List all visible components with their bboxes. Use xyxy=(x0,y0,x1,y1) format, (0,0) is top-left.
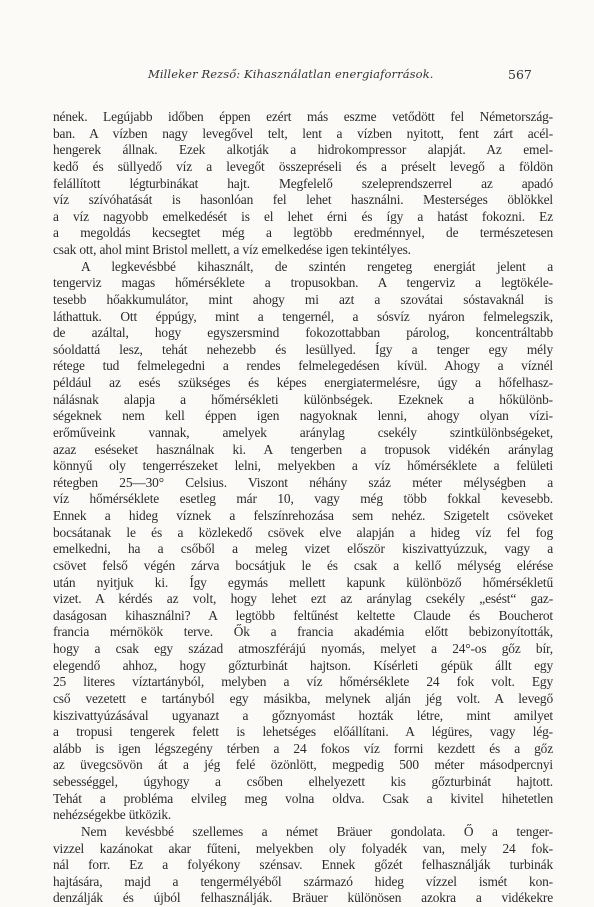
text-line: vizzel kazánokat akar fűteni, melyekben oly folyadék van, mely 24 fok- xyxy=(53,840,553,856)
running-head xyxy=(0,67,594,83)
text-line: a tropusi tengerek felett is lehetséges előállítani. A légüres, vagy lég- xyxy=(53,724,553,740)
text-line: az üvegcsövön át a jég felé özönlött, megpedig 500 méter másodpercnyi xyxy=(53,757,553,773)
text-line: azaz eséseket használnak ki. A tengerben a tropusok vidékén aránylag xyxy=(53,441,553,457)
text-line: sebességgel, úgyhogy a csőben elhelyezett kis gőzturbinát hajtott. xyxy=(53,774,553,789)
text-line: rétegben 25—30° Celsius. Viszont néhány száz méter mélységben a xyxy=(53,474,553,490)
text-line: rétege tud felmelegedni a rendes felmelegedésen kívül. Ahogy a víznél xyxy=(53,358,553,374)
text-line: hajtására, majd a tengermélyéből származó hideg vízzel ismét kon- xyxy=(53,873,553,889)
text-line: után nyitjuk ki. Így egymás mellett kapunk különböző hőmérsékletű xyxy=(53,574,553,590)
text-line: A legkevésbbé kihasznált, de szintén rengeteg energiát jelent a xyxy=(81,258,553,274)
text-line: a víz nagyobb emelkedését is el lehet érni és így a hatást fokozni. Ez xyxy=(53,208,553,224)
text-line: daságosan kihasználni? A legtöbb feltűnést keltette Claude és Boucherot xyxy=(53,607,553,623)
text-line: ban. A vízben nagy levegővel telt, lent a vízben nyitott, fent zárt acél- xyxy=(53,125,553,141)
text-line: denzálják és újból felhasználják. Bräuer különösen azokra a vidékekre xyxy=(53,890,553,906)
running-title: Milleker Rezső: Kihasználatlan energiaforrások. xyxy=(148,67,434,81)
text-line: hogy a csak egy század atmoszférájú nyomás, melyet a 24°-os gőz bír, xyxy=(53,641,553,656)
text-line: nének. Legújabb időben éppen ezért más eszme vetődött fel Németország- xyxy=(53,109,553,124)
text-line: tengerviz magas hőmérséklete a tropusokban. A tengerviz a legtökéle- xyxy=(53,275,553,291)
text-line: víz hőmérséklete esetleg már 10, vagy még több fokkal kevesebb. xyxy=(53,491,553,507)
text-line: felállított légturbinákat hajt. Megfelelő szeleprendszerrel az apadó xyxy=(53,175,553,191)
text-line: például az esés szükséges és képes energiatermelésre, úgy a hőfelhasz- xyxy=(53,375,553,390)
text-line: hengerek állnak. Ezek alkotják a hidrokompressor alapját. Az emel- xyxy=(53,142,553,158)
text-line: láthattuk. Ott éppúgy, mint a tengernél, a sósvíz nyáron felmelegszik, xyxy=(53,308,553,324)
text-line: ségeknek nem kell éppen igen nagyoknak lenni, ahogy olyan vízi- xyxy=(53,408,553,424)
text-line: 25 literes víztartányból, melyben a víz hőmérséklete 24 fok volt. Egy xyxy=(53,674,553,690)
body-text xyxy=(53,109,553,907)
text-line: bocsátanak le és a közlekedő csövek elve alapján a hideg víz fel fog xyxy=(53,524,553,540)
text-line: tesebb hőakkumulátor, mint ahogy mi azt a szovátai sóstavaknál is xyxy=(53,291,553,307)
text-line: emelkedni, ha a csőből a meleg vizet először kiszivattyúzzuk, vagy a xyxy=(53,541,553,557)
text-line: Tehát a probléma elvileg meg volna oldva. Csak a kivitel hihetetlen xyxy=(53,790,553,806)
text-line: csak ott, ahol mint Bristol mellett, a víz emelkedése igen tekintélyes. xyxy=(53,242,411,257)
text-line: nál forr. Ez a folyékony szénsav. Ennek gőzét felhasználják turbinák xyxy=(53,857,553,873)
text-line: elegendő ahhoz, hogy gőzturbinát hajtson. Kísérleti gépük állt egy xyxy=(53,657,553,673)
page-number: 567 xyxy=(508,67,532,82)
text-line: nálásnak alapja a hőmérsékleti különbségek. Ezeknek a hőkülönb- xyxy=(53,391,553,407)
text-line: vizet. A kérdés az volt, hogy lehet ezt az aránylag csekély „esést“ gaz- xyxy=(53,591,553,607)
text-line: nehézségekbe ütközik. xyxy=(53,807,172,823)
text-line: francia mérnökök terve. Ők a francia akadémia előtt bebizonyították, xyxy=(53,624,553,640)
text-line: kiszivattyúzásával ugyanazt a gőznyomást hozták létre, mint amilyet xyxy=(53,707,553,723)
text-line: víz szívóhatását is hasonlóan fel lehet használni. Mesterséges öblökkel xyxy=(53,192,553,208)
text-line: de azáltal, hogy egyszersmind fokozottabban párolog, koncentráltabb xyxy=(53,325,553,341)
text-line: csövet felső végén zárva bocsátjuk le és csak a kellő mélység elérése xyxy=(53,557,553,573)
text-line: cső vezetett e tartányból egy másikba, melynek alján jég volt. A levegő xyxy=(53,690,553,706)
text-line: erőműveink vannak, amelyek aránylag csekély szintkülönbségeket, xyxy=(53,424,553,440)
text-line: Ennek a hideg víznek a felszínrehozása sem nehéz. Szigetelt csöveket xyxy=(53,508,553,523)
text-line: Nem kevésbbé szellemes a német Bräuer gondolata. Ő a tenger- xyxy=(81,823,553,839)
text-line: kedő és süllyedő víz a levegőt összepréseli és a préselt levegő a földön xyxy=(53,158,553,174)
text-line: alább is igen légszegény térben a 24 fokos víz forrni kezdett és a gőz xyxy=(53,740,553,756)
text-line: könnyű oly tengerrészeket lelni, melyekben a víz hőmérséklete a felületi xyxy=(53,458,553,474)
text-line: a megoldás kecsegtet még a legtöbb eredménnyel, de természetesen xyxy=(53,225,553,241)
text-line: sóoldattá lesz, tehát nehezebb és lesüllyed. Így a tenger egy mély xyxy=(53,341,553,357)
